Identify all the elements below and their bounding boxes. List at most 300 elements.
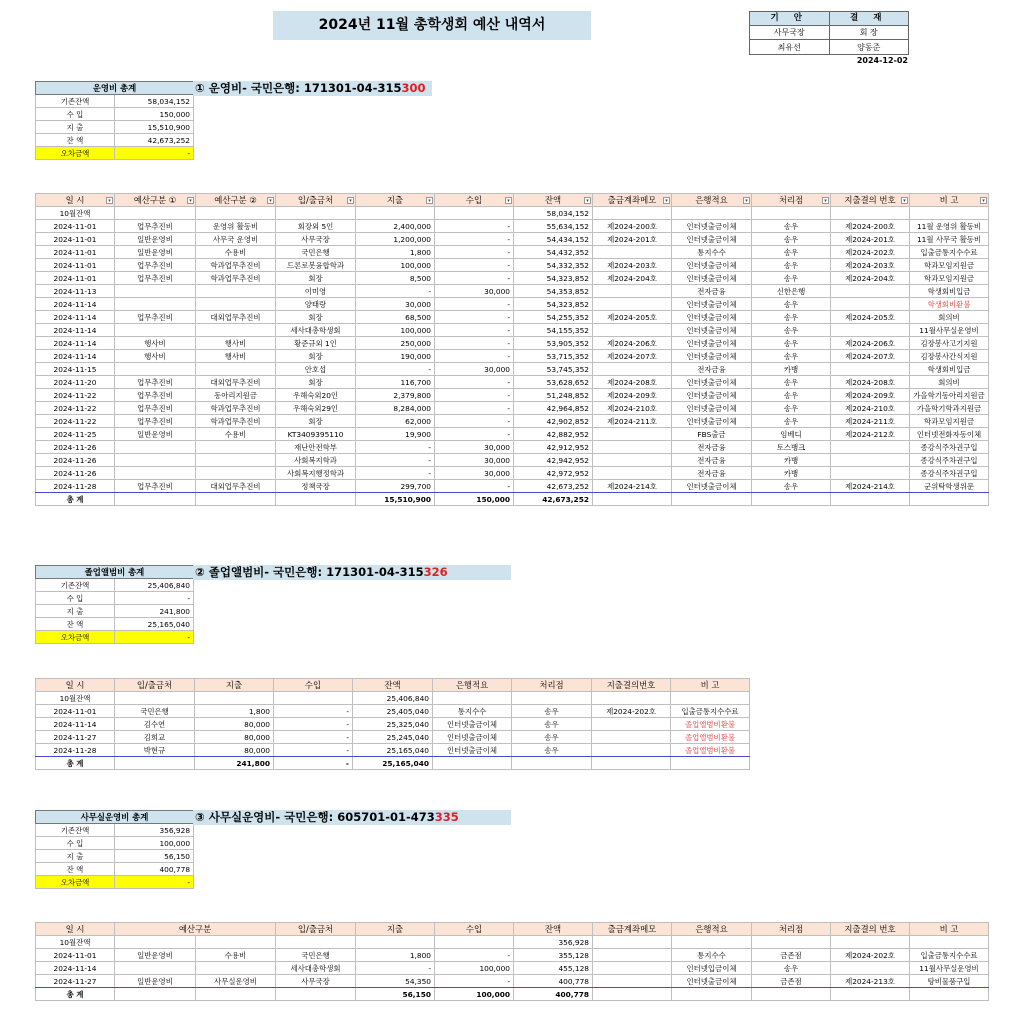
table-cell: 인터넷출금이체 (672, 259, 752, 272)
table-cell: - (356, 441, 435, 454)
table-cell (910, 207, 989, 220)
summary-value: 58,034,152 (115, 95, 194, 108)
column-header (671, 679, 750, 692)
column-header (514, 923, 593, 936)
table-cell (831, 324, 910, 337)
total-cell (593, 988, 672, 1001)
table-cell: 54,353,852 (514, 285, 593, 298)
table-cell: 송우 (752, 962, 831, 975)
total-cell: 56,150 (356, 988, 435, 1001)
table-cell: 54,323,852 (514, 272, 593, 285)
table-cell: 제2024-208호 (593, 376, 672, 389)
table-cell: 2024-11-01 (36, 220, 115, 233)
table-cell: 학과모임지원금 (910, 259, 989, 272)
bank-account-prefix: ① 운영비- 국민은행: 171301-04-315 (195, 81, 402, 95)
total-cell: 25,165,040 (353, 757, 433, 770)
table-cell: 제2024-209호 (831, 389, 910, 402)
column-header[interactable] (435, 194, 514, 207)
column-header[interactable] (831, 194, 910, 207)
report-date: 2024-12-02 (856, 56, 908, 65)
table-cell: 10월잔액 (36, 692, 115, 705)
table-cell: 통지수수 (433, 705, 512, 718)
table-cell: 국민은행 (276, 949, 356, 962)
table-cell: 25,406,840 (353, 692, 433, 705)
table-cell: 세사대총학생회 (276, 324, 356, 337)
table-cell: 업무추진비 (115, 311, 196, 324)
total-cell: 100,000 (435, 988, 514, 1001)
table-cell: 인터넷입금이체 (672, 962, 752, 975)
table-row (36, 467, 989, 480)
summary-row (36, 850, 194, 863)
summary-value: 400,778 (115, 863, 194, 876)
table-cell (831, 285, 910, 298)
table-cell: 53,628,652 (514, 376, 593, 389)
table-cell: 종강식주차권구입 (910, 467, 989, 480)
table-cell: 학과모임지원금 (910, 272, 989, 285)
table-cell: 11월 운영위 활동비 (910, 220, 989, 233)
table-cell (435, 207, 514, 220)
table-row (36, 731, 750, 744)
table-cell: 100,000 (356, 324, 435, 337)
table-cell: 355,128 (514, 949, 593, 962)
table-cell: - (435, 949, 514, 962)
filter-dropdown-icon[interactable]: ▾ (106, 197, 113, 204)
table-cell (115, 692, 195, 705)
total-cell (831, 493, 910, 506)
table-cell: 2,400,000 (356, 220, 435, 233)
table-cell: 인터넷출금이체 (672, 975, 752, 988)
column-header[interactable] (514, 194, 593, 207)
table-cell: 54,434,152 (514, 233, 593, 246)
filter-dropdown-icon[interactable]: ▾ (187, 197, 194, 204)
table-cell: 2024-11-26 (36, 467, 115, 480)
table-cell: 54,432,352 (514, 246, 593, 259)
bank-account-operating (193, 81, 432, 96)
table-cell: - (356, 962, 435, 975)
table-cell: 송우 (752, 350, 831, 363)
table-cell: 토스뱅크 (752, 441, 831, 454)
table-cell (752, 936, 831, 949)
table-row (36, 324, 989, 337)
table-cell: 가을학기동아리지원금 (910, 389, 989, 402)
table-cell: 학생회비입금 (910, 285, 989, 298)
total-cell: 42,673,252 (514, 493, 593, 506)
table-cell (195, 692, 274, 705)
approval-box (749, 11, 909, 55)
filter-dropdown-icon[interactable]: ▾ (505, 197, 512, 204)
table-row (36, 376, 989, 389)
table-cell: 제2024-210호 (831, 402, 910, 415)
table-cell: 2024-11-26 (36, 441, 115, 454)
table-cell: 종강식주차권구입 (910, 441, 989, 454)
table-cell (593, 207, 672, 220)
summary-value: 15,510,900 (115, 121, 194, 134)
table-cell: 송우 (752, 402, 831, 415)
total-cell (276, 493, 356, 506)
column-header[interactable] (910, 194, 989, 207)
column-header (274, 679, 353, 692)
table-cell: 제2024-201호 (831, 233, 910, 246)
table-cell: 회의비 (910, 376, 989, 389)
bank-account-suffix: 326 (423, 565, 448, 579)
table-cell: 2024-11-14 (36, 337, 115, 350)
table-cell: 25,405,040 (353, 705, 433, 718)
column-header-label: 은행적요 (455, 679, 489, 690)
table-cell (593, 467, 672, 480)
table-cell: 재난안전학부 (276, 441, 356, 454)
table-cell: 일반운영비 (115, 949, 196, 962)
table-cell: 가을학기학과지원금 (910, 402, 989, 415)
filter-dropdown-icon[interactable]: ▾ (980, 197, 987, 204)
table-cell (910, 936, 989, 949)
table-cell: 전자금융 (672, 363, 752, 376)
table-cell (831, 454, 910, 467)
table-cell: - (435, 389, 514, 402)
table-cell (592, 731, 671, 744)
summary-value: 241,800 (115, 605, 194, 618)
table-cell: 학과업무추진비 (196, 415, 276, 428)
table-cell: - (435, 415, 514, 428)
table-cell: 2024-11-25 (36, 428, 115, 441)
table-cell: 우해숙외20인 (276, 389, 356, 402)
table-cell: 카뱅 (752, 454, 831, 467)
table-cell: 일반운영비 (115, 246, 196, 259)
table-cell (115, 324, 196, 337)
table-cell: 운영위 활동비 (196, 220, 276, 233)
table-cell: 42,942,952 (514, 454, 593, 467)
table-cell: 졸업앨범비환불 (671, 744, 750, 757)
table-cell: 행사비 (115, 350, 196, 363)
table-cell: 2024-11-22 (36, 415, 115, 428)
table-cell: 42,902,852 (514, 415, 593, 428)
table-cell: 사무국장 (276, 975, 356, 988)
column-header-label: 일 시 (65, 679, 85, 690)
table-cell: 송우 (512, 718, 592, 731)
column-header[interactable] (593, 194, 672, 207)
table-cell: 인터넷출금이체 (672, 298, 752, 311)
table-cell: 53,905,352 (514, 337, 593, 350)
filter-dropdown-icon[interactable]: ▾ (426, 197, 433, 204)
table-cell (433, 692, 512, 705)
column-header (115, 923, 276, 936)
table-cell (831, 467, 910, 480)
column-header-label: 지출 (386, 923, 404, 934)
table-cell: 군위탁학생위문 (910, 480, 989, 493)
column-header-label: 일 시 (65, 923, 85, 934)
column-header-label: 지출결의 번호 (844, 923, 896, 934)
filter-dropdown-icon[interactable]: ▾ (743, 197, 750, 204)
table-cell: 이미영 (276, 285, 356, 298)
table-cell: 사무국장 (276, 233, 356, 246)
table-cell: 2024-11-01 (36, 272, 115, 285)
table-cell: 업무추진비 (115, 415, 196, 428)
table-cell: 인터넷출금이체 (433, 731, 512, 744)
table-cell: 송우 (512, 705, 592, 718)
table-cell: 졸업앨범비환불 (671, 718, 750, 731)
table-cell: 황준규외 1인 (276, 337, 356, 350)
table-cell: 행사비 (115, 337, 196, 350)
table-cell (276, 207, 356, 220)
column-header[interactable] (276, 194, 356, 207)
table-cell: 1,800 (195, 705, 274, 718)
total-cell (115, 988, 196, 1001)
table-cell: 사무실운영비 (196, 975, 276, 988)
table-row (36, 285, 989, 298)
ledger-graduation-album (35, 678, 750, 770)
table-cell: 인터넷출금이체 (672, 480, 752, 493)
summary-label: 잔 액 (36, 863, 115, 876)
approval-name-1: 최유선 (750, 40, 830, 55)
table-cell: - (274, 718, 353, 731)
table-cell: 카뱅 (752, 363, 831, 376)
table-cell: - (356, 454, 435, 467)
total-cell (831, 988, 910, 1001)
table-cell: 2024-11-14 (36, 311, 115, 324)
table-row (36, 718, 750, 731)
table-cell: 제2024-200호 (831, 220, 910, 233)
table-cell: 2024-11-22 (36, 389, 115, 402)
table-cell: 2024-11-28 (36, 744, 115, 757)
table-cell: 51,248,852 (514, 389, 593, 402)
table-cell: 1,800 (356, 949, 435, 962)
table-cell: 전자금융 (672, 441, 752, 454)
table-cell: 제2024-204호 (831, 272, 910, 285)
column-header-label: 입/출금처 (297, 194, 334, 205)
total-cell (752, 493, 831, 506)
table-cell: 356,928 (514, 936, 593, 949)
column-header-label: 입/출금처 (136, 679, 173, 690)
table-cell: 대외업무추진비 (196, 376, 276, 389)
summary-label: 지 출 (36, 121, 115, 134)
table-cell: 제2024-204호 (593, 272, 672, 285)
summary-label: 지 출 (36, 605, 115, 618)
table-cell: 김장봉사간식지원 (910, 350, 989, 363)
table-cell (196, 936, 276, 949)
column-header[interactable] (356, 194, 435, 207)
table-cell: 신한은행 (752, 285, 831, 298)
table-cell: 인터넷출금이체 (672, 220, 752, 233)
table-cell (276, 936, 356, 949)
table-cell (115, 285, 196, 298)
table-cell: 송우 (752, 259, 831, 272)
column-header[interactable] (36, 194, 115, 207)
table-cell: 제2024-207호 (831, 350, 910, 363)
table-cell: 11월사무실운영비 (910, 962, 989, 975)
table-cell: 10월잔액 (36, 207, 115, 220)
table-cell (592, 718, 671, 731)
table-row (36, 207, 989, 220)
table-cell: 회장 (276, 376, 356, 389)
summary-value: 100,000 (115, 837, 194, 850)
column-header (592, 679, 671, 692)
table-cell: 수용비 (196, 246, 276, 259)
column-header-label: 처리점 (539, 679, 564, 690)
column-header[interactable] (672, 194, 752, 207)
table-cell: 2024-11-01 (36, 233, 115, 246)
table-cell: 제2024-201호 (593, 233, 672, 246)
table-cell: 인터넷출금이체 (433, 718, 512, 731)
table-cell: 사무국 운영비 (196, 233, 276, 246)
column-header-label: 비 고 (939, 194, 959, 205)
summary-row (36, 592, 194, 605)
filter-dropdown-icon[interactable]: ▾ (663, 197, 670, 204)
table-cell (831, 441, 910, 454)
table-cell: 54,323,852 (514, 298, 593, 311)
total-cell: 총 계 (36, 988, 115, 1001)
column-header[interactable] (752, 194, 831, 207)
table-cell: 19,900 (356, 428, 435, 441)
summary-row (36, 876, 194, 889)
table-cell: 업무추진비 (115, 272, 196, 285)
column-header[interactable] (115, 194, 196, 207)
summary-row (36, 108, 194, 121)
table-cell: 제2024-202호 (592, 705, 671, 718)
table-cell (752, 207, 831, 220)
table-cell: 송우 (752, 272, 831, 285)
table-cell (593, 285, 672, 298)
table-cell (593, 363, 672, 376)
total-cell (512, 757, 592, 770)
table-cell: 30,000 (435, 467, 514, 480)
table-row (36, 975, 989, 988)
summary-value: 25,406,840 (115, 579, 194, 592)
filter-dropdown-icon[interactable]: ▾ (584, 197, 591, 204)
table-row (36, 705, 750, 718)
table-cell: 대외업무추진비 (196, 311, 276, 324)
table-cell: 42,882,952 (514, 428, 593, 441)
table-row (36, 692, 750, 705)
table-cell: 제2024-207호 (593, 350, 672, 363)
filter-dropdown-icon[interactable]: ▾ (267, 197, 274, 204)
total-cell (671, 757, 750, 770)
table-cell: 업무추진비 (115, 220, 196, 233)
total-cell: - (274, 757, 353, 770)
total-cell: 150,000 (435, 493, 514, 506)
table-cell: 학과업무추진비 (196, 272, 276, 285)
table-cell (831, 298, 910, 311)
table-cell: 제2024-203호 (831, 259, 910, 272)
total-cell (115, 493, 196, 506)
summary-row (36, 579, 194, 592)
table-cell (196, 207, 276, 220)
table-cell (593, 246, 672, 259)
table-cell: 제2024-213호 (831, 975, 910, 988)
table-cell: 송우 (752, 220, 831, 233)
total-cell (196, 988, 276, 1001)
summary-value: 150,000 (115, 108, 194, 121)
table-cell: 2024-11-14 (36, 350, 115, 363)
table-cell: 2024-11-27 (36, 731, 115, 744)
table-cell: 54,350 (356, 975, 435, 988)
table-cell: 카뱅 (752, 467, 831, 480)
summary-label: 오차금액 (36, 147, 115, 160)
table-cell: 30,000 (435, 441, 514, 454)
table-cell (831, 363, 910, 376)
table-row (36, 259, 989, 272)
column-header (36, 923, 115, 936)
table-cell: - (274, 744, 353, 757)
table-cell: 우해숙외29인 (276, 402, 356, 415)
table-cell: 제2024-202호 (831, 246, 910, 259)
table-cell: 업무추진비 (115, 259, 196, 272)
column-header-label: 지출결의번호 (606, 679, 656, 690)
table-cell: 68,500 (356, 311, 435, 324)
table-cell: 탕비물품구입 (910, 975, 989, 988)
column-header-label: 예산구분 (178, 923, 212, 934)
table-cell: 53,715,352 (514, 350, 593, 363)
table-cell: 100,000 (435, 962, 514, 975)
column-header-label: 지출 (225, 679, 243, 690)
total-cell (672, 988, 752, 1001)
table-cell: 54,255,352 (514, 311, 593, 324)
table-cell: 수용비 (196, 428, 276, 441)
table-cell: 졸업앨범비환불 (671, 731, 750, 744)
column-header (353, 679, 433, 692)
table-cell: 30,000 (356, 298, 435, 311)
table-cell (592, 744, 671, 757)
approval-role-1: 사무국장 (750, 26, 830, 40)
table-cell: 제2024-210호 (593, 402, 672, 415)
column-header-label: 출금계좌메모 (607, 923, 657, 934)
filter-dropdown-icon[interactable]: ▾ (347, 197, 354, 204)
table-cell: 세사대총학생회 (276, 962, 356, 975)
table-cell (593, 936, 672, 949)
table-cell: 1,200,000 (356, 233, 435, 246)
approval-header-sign: 결 재 (829, 12, 909, 26)
total-cell (752, 988, 831, 1001)
summary-title: 사무실운영비 총계 (36, 811, 194, 824)
table-cell: 인터넷출금이체 (672, 324, 752, 337)
table-cell: - (435, 272, 514, 285)
filter-dropdown-icon[interactable]: ▾ (822, 197, 829, 204)
table-cell (593, 962, 672, 975)
table-cell: - (435, 259, 514, 272)
table-cell: 회장 (276, 311, 356, 324)
filter-dropdown-icon[interactable]: ▾ (901, 197, 908, 204)
table-cell: 박현규 (115, 744, 195, 757)
table-cell: 금존점 (752, 949, 831, 962)
table-row (36, 441, 989, 454)
column-header[interactable] (196, 194, 276, 207)
table-cell: 제2024-203호 (593, 259, 672, 272)
table-row (36, 363, 989, 376)
summary-label: 기존잔액 (36, 579, 115, 592)
table-cell (671, 692, 750, 705)
table-cell: 김희교 (115, 731, 195, 744)
table-cell: 인터넷출금이체 (672, 376, 752, 389)
summary-label: 수 입 (36, 837, 115, 850)
table-cell: 30,000 (435, 363, 514, 376)
column-header (593, 923, 672, 936)
table-cell: 2024-11-26 (36, 454, 115, 467)
table-row (36, 220, 989, 233)
column-header-label: 은행적요 (695, 194, 728, 205)
summary-label: 잔 액 (36, 134, 115, 147)
table-cell: 업무추진비 (115, 402, 196, 415)
summary-value: 356,928 (115, 824, 194, 837)
column-header-label: 예산구분 ① (133, 194, 177, 205)
summary-label: 기존잔액 (36, 824, 115, 837)
table-row (36, 233, 989, 246)
table-cell: 전자금융 (672, 467, 752, 480)
column-header (831, 923, 910, 936)
table-cell: - (435, 376, 514, 389)
table-cell: KT3409395110 (276, 428, 356, 441)
table-cell: 2,379,800 (356, 389, 435, 402)
column-header-label: 일 시 (65, 194, 85, 205)
table-cell: 입출금통지수수료 (910, 246, 989, 259)
table-row (36, 949, 989, 962)
